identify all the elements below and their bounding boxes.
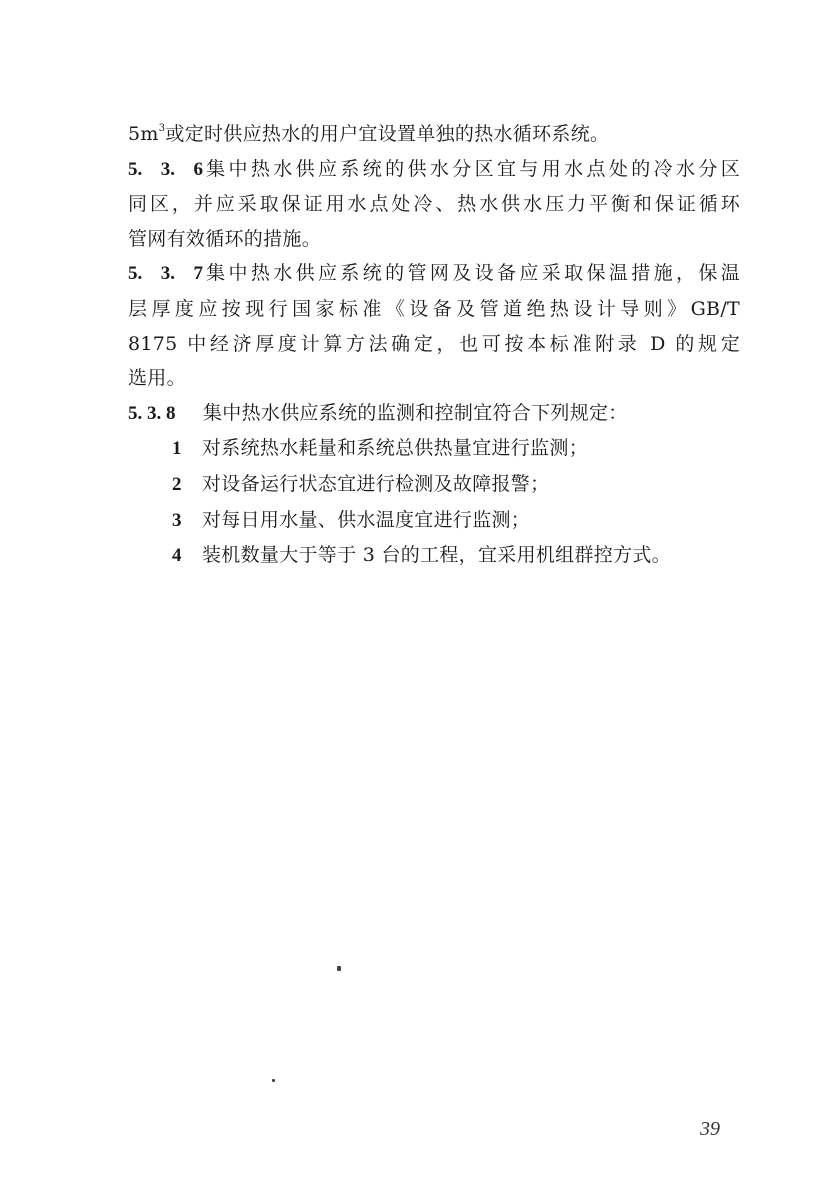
clause-5-3-6-line-2: 同区，并应采取保证用水点处冷、热水供水压力平衡和保证循环	[128, 193, 740, 216]
clause-5-3-7-first-line	[128, 256, 740, 292]
list-item	[128, 503, 740, 539]
page-number: 39	[700, 1118, 720, 1140]
clause-number: 5. 3. 7	[128, 263, 203, 285]
list-item	[128, 538, 740, 574]
list-item-text: 对设备运行状态宜进行检测及故障报警；	[202, 472, 550, 495]
list-item-number: 3	[172, 509, 182, 531]
clause-number: 5. 3. 6	[128, 158, 203, 180]
list-item	[128, 467, 740, 503]
intro-text: 或定时供应热水的用户宜设置单独的热水循环系统。	[165, 123, 610, 145]
scan-speck	[272, 1079, 275, 1082]
clause-5-3-7-line-2: 层厚度应按现行国家标准《设备及管道绝热设计导则》GB/T	[128, 297, 740, 320]
list-item-text: 对每日用水量、供水温度宜进行监测；	[202, 508, 531, 531]
clause-5-3-7-line-3: 8175 中经济厚度计算方法确定，也可按本标准附录 D 的规定	[128, 332, 740, 355]
list-item-text: 装机数量大于等于 3 台的工程，宜采用机组群控方式。	[202, 544, 671, 567]
clause-5-3-7-line-4: 选用。	[128, 367, 186, 390]
list-item-text: 对系统热水耗量和系统总供热量宜进行监测；	[202, 437, 589, 460]
clause-text: 集中热水供应系统的监测和控制宜符合下列规定：	[203, 401, 628, 424]
volume-superscript: 3	[158, 123, 166, 134]
clause-5-3-6-first-line	[128, 152, 740, 188]
list-item-number: 2	[172, 473, 182, 495]
body-text	[128, 117, 740, 574]
volume-value: 5m	[128, 123, 159, 145]
intro-line	[128, 117, 740, 152]
clause-number: 5. 3. 8	[128, 402, 176, 424]
list-item-number: 1	[172, 438, 182, 460]
list-item-number: 4	[172, 545, 182, 567]
clause-5-3-8-first-line	[128, 396, 740, 432]
clause-text: 集中热水供应系统的供水分区宜与用水点处的冷水分区	[203, 157, 740, 180]
list-item	[128, 431, 740, 467]
clause-text: 集中热水供应系统的管网及设备应采取保温措施，保温	[203, 262, 740, 285]
clause-5-3-6-line-3: 管网有效循环的措施。	[128, 227, 322, 250]
scan-speck	[337, 966, 341, 971]
